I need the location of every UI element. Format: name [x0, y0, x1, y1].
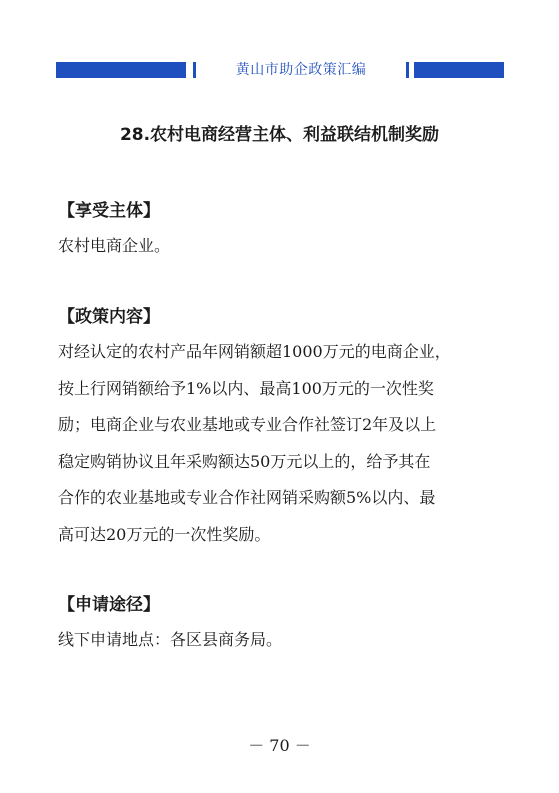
body-line: 按上行网销额给予1%以内、最高100万元的一次性奖 — [58, 378, 434, 398]
section-label-application: 【申请途径】 — [58, 595, 160, 615]
section-body-application — [58, 628, 508, 665]
document-header — [56, 62, 504, 78]
section-body-policy-content — [58, 340, 508, 559]
body-line: 高可达20万元的一次性奖励。 — [58, 524, 271, 544]
body-line: 励；电商企业与农业基地或专业合作社签订2年及以上 — [58, 415, 437, 434]
body-line: 农村电商企业。 — [58, 236, 171, 255]
header-bar-right — [414, 62, 504, 78]
header-tick-right — [406, 62, 409, 78]
body-line: 稳定购销协议且年采购额达50万元以上的，给予其在 — [58, 451, 431, 471]
section-body-beneficiary — [58, 234, 508, 271]
body-line: 线下申请地点：各区县商务局。 — [58, 630, 283, 649]
section-label-policy-content: 【政策内容】 — [58, 307, 160, 327]
header-title: 黄山市助企政策汇编 — [235, 62, 367, 78]
body-line: 合作的农业基地或专业合作社网销采购额5%以内、最 — [58, 488, 436, 507]
page-number: － 70 － — [248, 736, 311, 755]
header-tick-left — [193, 62, 196, 78]
body-line: 对经认定的农村产品年网销额超1000万元的电商企业， — [58, 342, 451, 361]
header-bar-left — [56, 62, 186, 78]
policy-heading: 28.农村电商经营主体、利益联结机制奖励 — [119, 125, 440, 145]
section-label-beneficiary: 【享受主体】 — [58, 201, 160, 221]
